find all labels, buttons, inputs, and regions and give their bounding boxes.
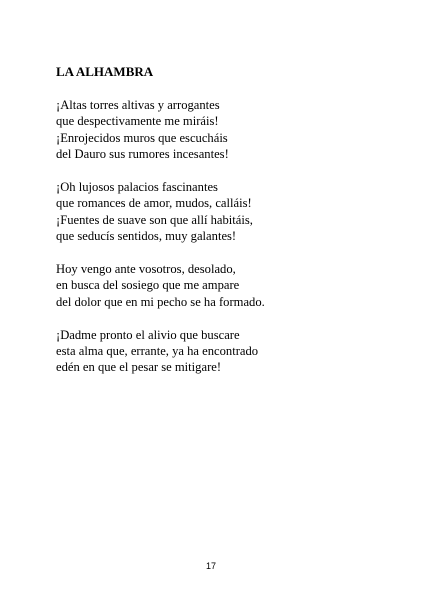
verse-line: que romances de amor, mudos, calláis! bbox=[56, 196, 252, 211]
verse-line: del Dauro sus rumores incesantes! bbox=[56, 147, 229, 162]
verse-line: ¡Oh lujosos palacios fascinantes bbox=[56, 180, 218, 195]
verse-line: del dolor que en mi pecho se ha formado. bbox=[56, 294, 265, 309]
verse-line: Hoy vengo ante vosotros, desolado, bbox=[56, 262, 236, 277]
poem-body bbox=[56, 97, 396, 392]
page-number: 17 bbox=[205, 561, 216, 571]
stanza bbox=[56, 327, 396, 376]
stanza bbox=[56, 97, 396, 163]
verse-line: ¡Dadme pronto el alivio que buscare bbox=[56, 327, 240, 342]
stanza bbox=[56, 261, 396, 310]
verse-line: ¡Fuentes de suave son que allí habitáis, bbox=[56, 212, 253, 227]
poem-title: LA ALHAMBRA bbox=[56, 64, 154, 79]
verse-line: ¡Altas torres altivas y arrogantes bbox=[56, 98, 220, 112]
verse-line: edén en que el pesar se mitigare! bbox=[56, 360, 222, 375]
verse-line: ¡Enrojecidos muros que escucháis bbox=[56, 130, 228, 145]
verse-line: esta alma que, errante, ya ha encontrado bbox=[56, 344, 259, 359]
verse-line: que despectivamente me miráis! bbox=[56, 114, 219, 129]
verse-line: en busca del sosiego que me ampare bbox=[56, 278, 240, 293]
stanza bbox=[56, 179, 396, 245]
verse-line: que seducís sentidos, muy galantes! bbox=[56, 229, 237, 244]
